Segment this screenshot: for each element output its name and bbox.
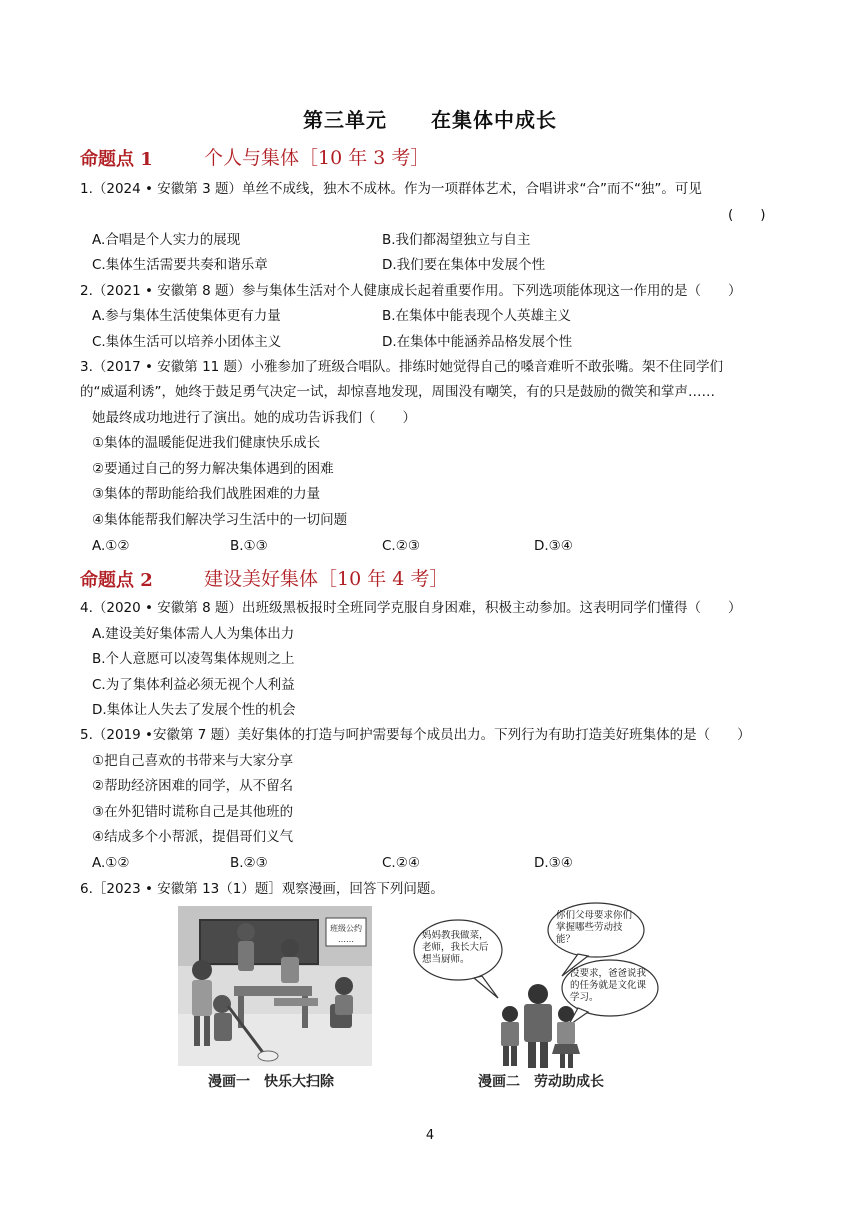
unit-name: 在集体中成长 bbox=[431, 108, 557, 132]
option-a: A.参与集体生活使集体更有力量 bbox=[92, 308, 281, 324]
class-rules-sign: 班级公约 bbox=[330, 924, 362, 933]
section-label: 命题点 2 bbox=[80, 570, 153, 591]
question-3-line: 她最终成功地进行了演出。她的成功告诉我们（ ） bbox=[92, 410, 416, 426]
comic-1-illustration bbox=[178, 906, 372, 1066]
question-2-stem: 2.（2021 • 安徽第 8 题）参与集体生活对个人健康成长起着重要作用。下列选项能体现这一作用的是（ ） bbox=[80, 283, 742, 299]
option-d: D.集体让人失去了发展个性的机会 bbox=[92, 702, 296, 718]
class-rules-dots: …… bbox=[338, 935, 354, 944]
question-6-stem: 6.［2023 • 安徽第 13（1）题］观察漫画，回答下列问题。 bbox=[80, 881, 444, 897]
option-d: D.在集体中能涵养品格发展个性 bbox=[382, 334, 573, 350]
cleaning-scene-illustration bbox=[178, 906, 372, 1066]
speech-bubble-top: 你们父母要求你们掌握哪些劳动技能？ bbox=[556, 910, 633, 945]
option-d: D.③④ bbox=[534, 538, 573, 554]
section-heading-2 bbox=[80, 566, 153, 592]
option-a: A.合唱是个人实力的展现 bbox=[92, 232, 241, 248]
comic-1-caption: 漫画一 快乐大扫除 bbox=[208, 1074, 334, 1090]
section-title: 个人与集体［10 年 3 考］ bbox=[204, 147, 430, 169]
question-3-line: 的“威逼利诱”，她终于鼓足勇气决定一试，却惊喜地发现，周围没有嘲笑，有的只是鼓励的微笑和掌声…… bbox=[80, 384, 715, 400]
page-title bbox=[0, 104, 860, 133]
unit-number: 第三单元 bbox=[303, 108, 387, 132]
option-c: C.为了集体利益必须无视个人利益 bbox=[92, 677, 295, 693]
statement-item: ②要通过自己的努力解决集体遇到的困难 bbox=[92, 461, 334, 477]
comic-2-illustration bbox=[412, 902, 662, 1070]
option-c: C.②④ bbox=[382, 855, 420, 871]
speech-bubble-left: 妈妈教我做菜，老师，我长大后想当厨师。 bbox=[422, 930, 489, 965]
option-d: D.我们要在集体中发展个性 bbox=[382, 257, 546, 273]
statement-item: ①集体的温暖能促进我们健康快乐成长 bbox=[92, 435, 321, 451]
answer-paren: ( ) bbox=[728, 207, 766, 223]
statement-item: ④集体能帮我们解决学习生活中的一切问题 bbox=[92, 512, 348, 528]
section-title: 建设美好集体［10 年 4 考］ bbox=[204, 568, 449, 590]
question-4-stem: 4.（2020 • 安徽第 8 题）出班级黑板报时全班同学克服自身困难，积极主动参加。这表明同学们懂得（ ） bbox=[80, 600, 742, 616]
option-b: B.在集体中能表现个人英雄主义 bbox=[382, 308, 572, 324]
option-b: B.②③ bbox=[230, 855, 268, 871]
statement-item: ①把自己喜欢的书带来与大家分享 bbox=[92, 753, 294, 769]
question-3-line: 3.（2017 • 安徽第 11 题）小雅参加了班级合唱队。排练时她觉得自己的嗓音难听不敢张嘴。架不住同学们 bbox=[80, 359, 724, 375]
comic-2-caption: 漫画二 劳动助成长 bbox=[478, 1074, 604, 1090]
statement-item: ④结成多个小帮派，提倡哥们义气 bbox=[92, 829, 294, 845]
option-d: D.③④ bbox=[534, 855, 573, 871]
option-c: C.②③ bbox=[382, 538, 420, 554]
speech-bubble-right: 没要求，爸爸说我的任务就是文化课学习。 bbox=[570, 968, 647, 1003]
option-c: C.集体生活可以培养小团体主义 bbox=[92, 334, 282, 350]
statement-item: ③在外犯错时谎称自己是其他班的 bbox=[92, 804, 294, 820]
option-c: C.集体生活需要共奏和谐乐章 bbox=[92, 257, 268, 273]
option-b: B.①③ bbox=[230, 538, 268, 554]
statement-item: ②帮助经济困难的同学，从不留名 bbox=[92, 778, 294, 794]
question-1-stem: 1.（2024 • 安徽第 3 题）单丝不成线，独木不成林。作为一项群体艺术，合唱讲求“合”而不“独”。可见 bbox=[80, 181, 702, 197]
option-a: A.建设美好集体需人人为集体出力 bbox=[92, 626, 295, 642]
labor-growth-illustration bbox=[412, 902, 662, 1070]
option-a: A.①② bbox=[92, 855, 130, 871]
statement-item: ③集体的帮助能给我们战胜困难的力量 bbox=[92, 486, 321, 502]
section-title-1-wrap bbox=[204, 143, 429, 170]
option-a: A.①② bbox=[92, 538, 130, 554]
option-b: B.我们都渴望独立与自主 bbox=[382, 232, 531, 248]
section-title-2-wrap bbox=[204, 564, 448, 591]
section-heading-1 bbox=[80, 145, 153, 171]
page-number: 4 bbox=[425, 1128, 435, 1143]
option-b: B.个人意愿可以凌驾集体规则之上 bbox=[92, 651, 295, 667]
question-5-stem: 5.（2019 •安徽第 7 题）美好集体的打造与呵护需要每个成员出力。下列行为有助打造美好班集体的是（ ） bbox=[80, 727, 751, 743]
section-label: 命题点 1 bbox=[80, 149, 153, 170]
